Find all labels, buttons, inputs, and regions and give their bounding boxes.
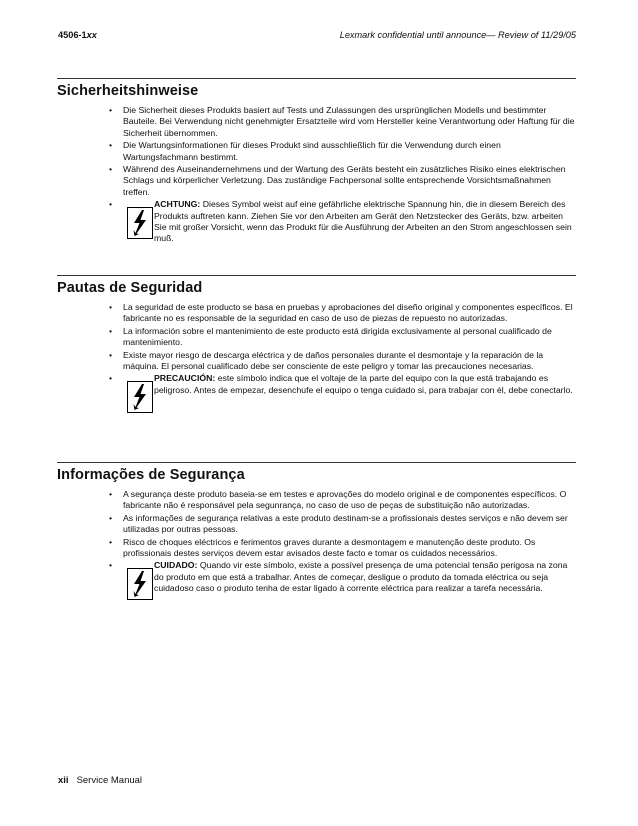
page-header bbox=[58, 30, 576, 44]
section-spanish bbox=[57, 275, 576, 421]
section-divider bbox=[57, 462, 576, 463]
warning-text: este símbolo indica que el voltaje de la parte del equipo con la que está trabajando es peligroso. Antes de empezar, desenchufe el equipo o tenga cuidado si, para trabajar con él, debe conectarlo. bbox=[154, 373, 573, 395]
list-item: • Risco de choques eléctricos e ferimentos graves durante a desmontagem e manutenção deste produto. Os profissionais destes serviços devem estar avisados deste facto e tomar os cuidados necessários. bbox=[109, 536, 536, 559]
electrical-hazard-icon bbox=[127, 381, 153, 413]
warning-label: ACHTUNG: bbox=[154, 199, 201, 210]
warning-label: PRECAUCIÓN: bbox=[154, 373, 216, 384]
electrical-hazard-icon bbox=[127, 568, 153, 600]
manual-title: Service Manual bbox=[76, 775, 143, 786]
warning-item: • CUIDADO: Quando vir este símbolo, existe a possível presença de uma potencial tensão perigosa na zona do produto em que está a trabalhar. Antes de começar, desligue o produto da tomada eléctrica ou seja cuidadoso caso o produto tenha de estar ligado à corrente eléctrica para realizar a tarefa necessária. bbox=[109, 560, 576, 608]
bullet-list bbox=[57, 302, 576, 421]
section-title: Sicherheitshinweise bbox=[57, 83, 199, 99]
list-item: • Die Wartungsinformationen für dieses Produkt sind ausschließlich für die Verwendung durch einen Wartungsfachmann bestimmt. bbox=[109, 140, 501, 162]
section-divider bbox=[57, 275, 576, 276]
list-item: • As informações de segurança relativas a este produto destinam-se a profissionais destes serviços e não devem ser utilizadas por outras pessoas. bbox=[109, 512, 568, 535]
section-german bbox=[57, 78, 576, 247]
list-item: • A segurança deste produto baseia-se em testes e aprovações do modelo original e de componentes específicos. O fabricante não é responsável pela segunrança, no caso de uso de peças de substituição não autorizadas. bbox=[109, 489, 567, 511]
warning-label: CUIDADO: bbox=[154, 560, 198, 571]
bullet-list bbox=[57, 105, 576, 247]
list-item: • La información sobre el mantenimiento de este producto está dirigida exclusivamente al personal cualificado de mantenimiento. bbox=[109, 325, 552, 348]
section-title: Pautas de Seguridad bbox=[57, 280, 203, 296]
warning-text: Quando vir este símbolo, existe a possível presença de uma potencial tensão perigosa na zona do produto em que está a trabalhar. Antes de começar, desligue o produto da tomada eléctrica ou seja cuidadoso caso o produto tenha de estar ligado à corrente eléctrica para realizar a tarefa necessária. bbox=[154, 560, 568, 594]
bullet-list bbox=[57, 489, 576, 608]
section-divider bbox=[57, 78, 576, 79]
page-footer bbox=[58, 775, 142, 786]
section-title: Informações de Segurança bbox=[57, 467, 245, 483]
list-item: • Während des Auseinandernehmens und der Wartung des Geräts besteht ein zusätzliches Risiko eines elektrischen Schlags und körperlicher Verletzung. Das zuständige Fachpersonal sollte entsprechende Vorsichtsmaßnahmen treffen. bbox=[109, 164, 566, 197]
list-item: • Die Sicherheit dieses Produkts basiert auf Tests und Zulassungen des ursprünglichen Modells und bestimmter Bauteile. Bei Verwendung nicht genehmigter Ersatzteile wird vom Hersteller keine Verantwortung oder Haftung für die Sicherheit übernommen. bbox=[109, 105, 575, 138]
electrical-hazard-icon bbox=[127, 207, 153, 239]
warning-text: Dieses Symbol weist auf eine gefährliche elektrische Spannung hin, die in diesem Bereich des Produkts auftreten kann. Ziehen Sie vor den Arbeiten am Gerät den Netzstecker des Geräts, bzw. arbeiten Sie mit großer Vorsicht, wenn das Produkt für die Ausführung der Arbeiten an den Strom angeschlossen sein muß. bbox=[154, 199, 572, 244]
document-number: 4506-1xx bbox=[58, 30, 97, 40]
list-item: • Existe mayor riesgo de descarga eléctrica y de daños personales durante el desmontaje y la reparación de la máquina. El personal cualificado debe ser consciente de este peligro y tomar las precauciones necesarias. bbox=[109, 349, 544, 372]
page-number: xii bbox=[58, 775, 69, 786]
confidential-notice: Lexmark confidential until announce— Review of 11/29/05 bbox=[339, 30, 576, 40]
warning-item: • ACHTUNG: Dieses Symbol weist auf eine gefährliche elektrische Spannung hin, die in diesem Bereich des Produkts auftreten kann. Ziehen Sie vor den Arbeiten am Gerät den Netzstecker des Geräts, bzw. arbeiten Sie mit großer Vorsicht, wenn das Produkt für die Ausführung der Arbeiten an den Strom angeschlossen sein muß. bbox=[109, 199, 572, 244]
warning-item: • PRECAUCIÓN: este símbolo indica que el voltaje de la parte del equipo con la que está trabajando es peligroso. Antes de empezar, desenchufe el equipo o tenga cuidado si, para trabajar con él, debe conectarlo. bbox=[109, 373, 576, 421]
list-item: • La seguridad de este producto se basa en pruebas y aprobaciones del diseño original y componentes específicos. El fabricante no es responsable de la seguridad en caso de uso de piezas de repuesto no autorizadas. bbox=[109, 302, 573, 324]
section-portuguese bbox=[57, 462, 576, 608]
